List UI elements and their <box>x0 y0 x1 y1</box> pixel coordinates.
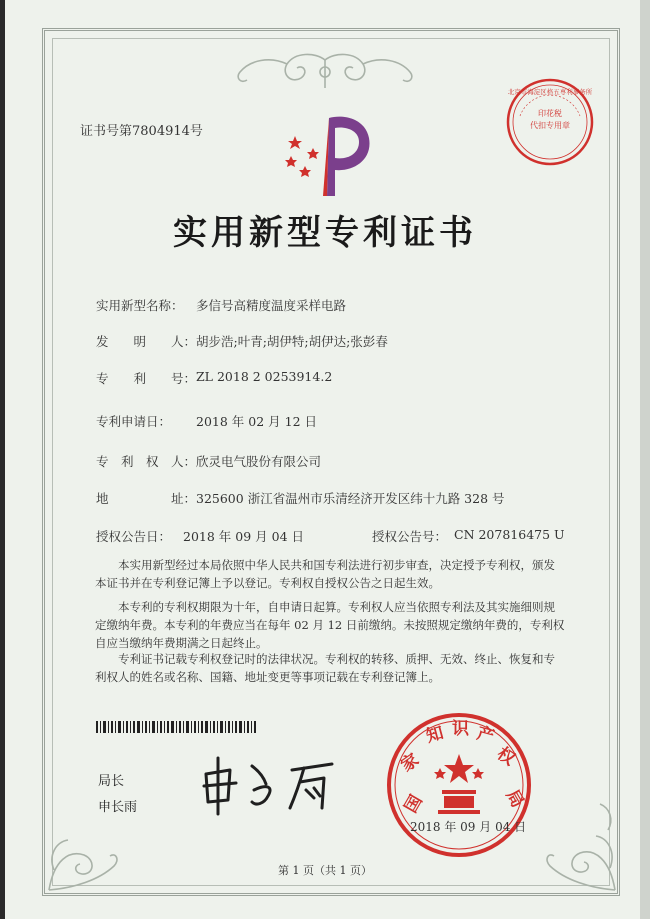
agent-stamp <box>504 76 596 168</box>
paragraph-legal-status <box>95 650 573 686</box>
signature <box>196 752 346 822</box>
signer-name: 申长雨 <box>98 800 138 815</box>
svg-text:识: 识 <box>452 719 469 739</box>
bottom-right-ornament-icon <box>540 790 620 895</box>
field-value-application-date: 2018 年 02 月 12 日 <box>196 414 317 429</box>
paragraph-legal-status-line-2: 利权人的姓名或名称、国籍、地址变更等事项记载在专利登记簿上。 <box>95 670 440 684</box>
signer-title: 局长 <box>98 774 125 789</box>
cnipa-logo-icon <box>283 108 383 203</box>
paragraph-legal-status-line-1: 专利证书记载专利权登记时的法律状况。专利权的转移、质押、无效、终止、恢复和专 <box>118 652 555 666</box>
barcode <box>96 721 256 733</box>
paragraph-term <box>95 598 573 652</box>
agent-stamp-text-2: 代扣专用章 <box>530 121 570 130</box>
field-value-patentee: 欣灵电气股份有限公司 <box>196 454 322 469</box>
scan-edge-left <box>0 0 5 919</box>
field-label-inventors: 发 明 人： <box>96 334 197 349</box>
field-label-patent-number: 专 利 号： <box>96 371 197 386</box>
paragraph-grant <box>95 556 573 592</box>
svg-text:权: 权 <box>493 743 519 770</box>
grant-date-value: 2018 年 09 月 04 日 <box>183 529 304 544</box>
field-value-utility-name: 多信号高精度温度采样电路 <box>196 298 347 313</box>
field-label-application-date: 专利申请日： <box>96 414 172 429</box>
seal-date: 2018 年 09 月 04 日 <box>410 820 527 834</box>
paragraph-grant-line-1: 本实用新型经过本局依照中华人民共和国专利法进行初步审查，决定授予专利权，颁发 <box>118 558 555 572</box>
paragraph-term-line-3: 自应当缴纳年费期满之日起终止。 <box>95 636 268 650</box>
paragraph-grant-line-2: 本证书并在专利登记簿上予以登记。专利权自授权公告之日起生效。 <box>95 576 440 590</box>
field-value-inventors: 胡步浩;叶青;胡伊特;胡伊达;张彭春 <box>196 334 388 349</box>
field-value-address: 325600 浙江省温州市乐清经济开发区纬十九路 328 号 <box>196 491 505 506</box>
agent-stamp-text-1: 印花税 <box>538 109 562 118</box>
svg-text:产: 产 <box>474 723 497 748</box>
field-label-utility-name: 实用新型名称： <box>96 298 184 313</box>
field-label-patentee: 专 利 权 人： <box>96 454 197 469</box>
svg-text:国: 国 <box>401 791 427 817</box>
paragraph-term-line-2: 定缴纳年费。本专利的年费应当在每年 02 月 12 日前缴纳。未按照规定缴纳年费的，专利权 <box>95 618 565 632</box>
top-ornament-icon <box>225 52 425 92</box>
page-title: 实用新型专利证书 <box>173 213 477 253</box>
svg-text:家: 家 <box>397 749 423 777</box>
page-footer: 第 1 页（共 1 页） <box>278 864 372 877</box>
grant-number-label: 授权公告号： <box>372 529 448 544</box>
grant-number-value: CN 207816475 U <box>454 527 565 542</box>
paragraph-term-line-1: 本专利的专利权期限为十年，自申请日起算。专利权人应当依照专利法及其实施细则规 <box>118 600 555 614</box>
certificate-number: 证书号第7804914号 <box>80 124 203 139</box>
scan-edge-right <box>640 0 650 919</box>
official-seal <box>384 710 534 860</box>
field-value-patent-number: ZL 2018 2 0253914.2 <box>196 369 333 384</box>
field-label-address: 地 址： <box>96 491 197 506</box>
grant-date-label: 授权公告日： <box>96 529 172 544</box>
svg-text:局: 局 <box>501 786 528 812</box>
agent-stamp-arc-text: 北京市海淀区格五専利事务所 <box>507 88 593 96</box>
svg-text:知: 知 <box>424 723 446 747</box>
